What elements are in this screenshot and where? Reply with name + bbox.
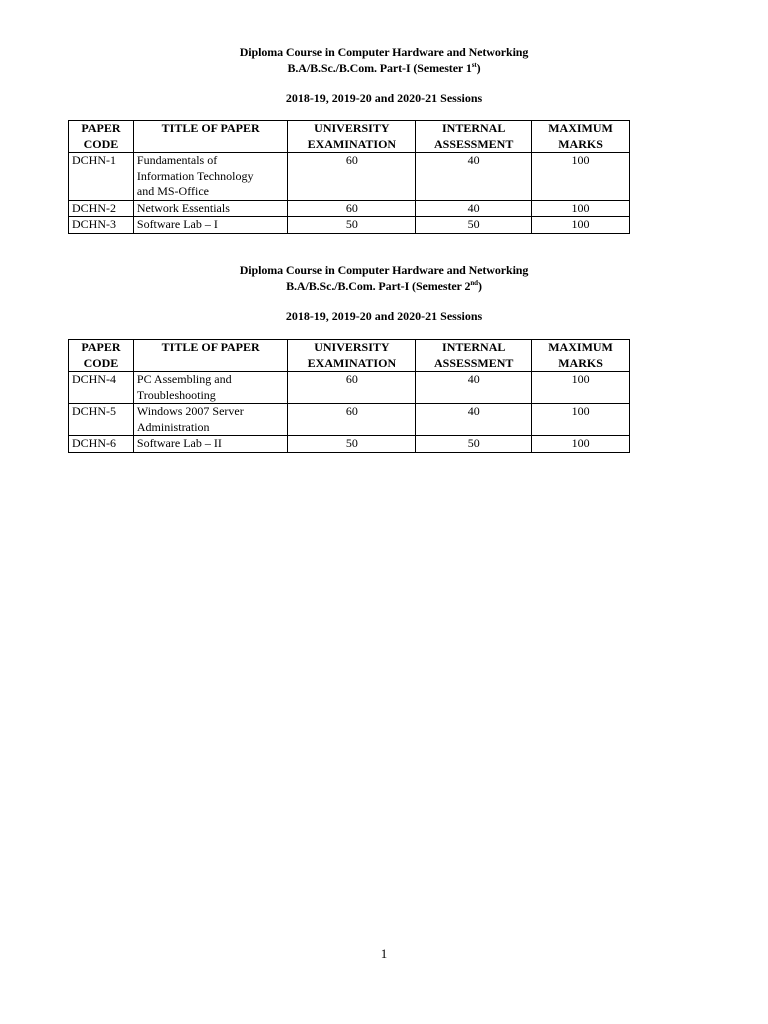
semester1-heading-line2	[0, 60, 768, 76]
header-paper-code: PAPER CODE	[69, 121, 134, 153]
header-paper-code: PAPER CODE	[69, 340, 134, 372]
university-exam-cell: 60	[288, 372, 416, 404]
university-exam-cell: 60	[288, 200, 416, 217]
header-maximum-marks: MAXIMUM MARKS	[532, 121, 630, 153]
semester1-sessions: 2018-19, 2019-20 and 2020-21 Sessions	[285, 91, 483, 105]
semester2-heading-line1: Diploma Course in Computer Hardware and Networking	[239, 263, 529, 277]
semester2-heading-line2-close: )	[477, 279, 482, 293]
maximum-marks-cell: 100	[532, 372, 630, 404]
maximum-marks-cell: 100	[532, 153, 630, 201]
table-row	[69, 404, 630, 436]
paper-code-cell: DCHN-4	[69, 372, 134, 404]
paper-title-cell: Fundamentals of Information Technology and MS-Office	[133, 153, 288, 201]
maximum-marks-cell: 100	[532, 436, 630, 453]
paper-code-cell: DCHN-6	[69, 436, 134, 453]
header-maximum-marks: MAXIMUM MARKS	[532, 340, 630, 372]
internal-assessment-cell: 40	[416, 153, 532, 201]
table-row	[69, 217, 630, 234]
semester2-heading	[0, 262, 768, 294]
paper-title-cell: Network Essentials	[133, 200, 288, 217]
table-row	[69, 200, 630, 217]
header-title-of-paper: TITLE OF PAPER	[133, 340, 288, 372]
university-exam-cell: 50	[288, 436, 416, 453]
university-exam-cell: 50	[288, 217, 416, 234]
semester2-heading-line2	[0, 278, 768, 294]
header-internal-assessment: INTERNAL ASSESSMENT	[416, 121, 532, 153]
semester2-heading-line2-text: B.A/B.Sc./B.Com. Part-I (Semester 2	[286, 279, 471, 293]
paper-code-cell: DCHN-2	[69, 200, 134, 217]
table-header-row	[69, 121, 630, 153]
header-title-of-paper: TITLE OF PAPER	[133, 121, 288, 153]
university-exam-cell: 60	[288, 404, 416, 436]
semester1-heading-line2-text: B.A/B.Sc./B.Com. Part-I (Semester 1	[287, 61, 472, 75]
header-university-examination: UNIVERSITY EXAMINATION	[288, 340, 416, 372]
semester2-heading-superscript: nd	[470, 279, 478, 287]
paper-code-cell: DCHN-1	[69, 153, 134, 201]
semester1-heading-line1: Diploma Course in Computer Hardware and Networking	[239, 45, 529, 59]
table-row	[69, 436, 630, 453]
table-row	[69, 372, 630, 404]
semester2-table	[68, 339, 630, 453]
semester1-table	[68, 120, 630, 234]
internal-assessment-cell: 40	[416, 404, 532, 436]
maximum-marks-cell: 100	[532, 217, 630, 234]
internal-assessment-cell: 40	[416, 372, 532, 404]
semester2-sessions: 2018-19, 2019-20 and 2020-21 Sessions	[285, 309, 483, 323]
table-row	[69, 153, 630, 201]
paper-code-cell: DCHN-5	[69, 404, 134, 436]
header-internal-assessment: INTERNAL ASSESSMENT	[416, 340, 532, 372]
header-university-examination: UNIVERSITY EXAMINATION	[288, 121, 416, 153]
table-header-row	[69, 340, 630, 372]
semester1-heading-superscript: st	[471, 61, 477, 69]
paper-code-cell: DCHN-3	[69, 217, 134, 234]
internal-assessment-cell: 50	[416, 436, 532, 453]
internal-assessment-cell: 40	[416, 200, 532, 217]
page-number: 1	[380, 946, 388, 961]
maximum-marks-cell: 100	[532, 404, 630, 436]
university-exam-cell: 60	[288, 153, 416, 201]
semester1-heading-line2-close: )	[476, 61, 481, 75]
internal-assessment-cell: 50	[416, 217, 532, 234]
maximum-marks-cell: 100	[532, 200, 630, 217]
paper-title-cell: PC Assembling and Troubleshooting	[133, 372, 288, 404]
paper-title-cell: Software Lab – I	[133, 217, 288, 234]
paper-title-cell: Windows 2007 Server Administration	[133, 404, 288, 436]
semester1-heading	[0, 44, 768, 76]
paper-title-cell: Software Lab – II	[133, 436, 288, 453]
